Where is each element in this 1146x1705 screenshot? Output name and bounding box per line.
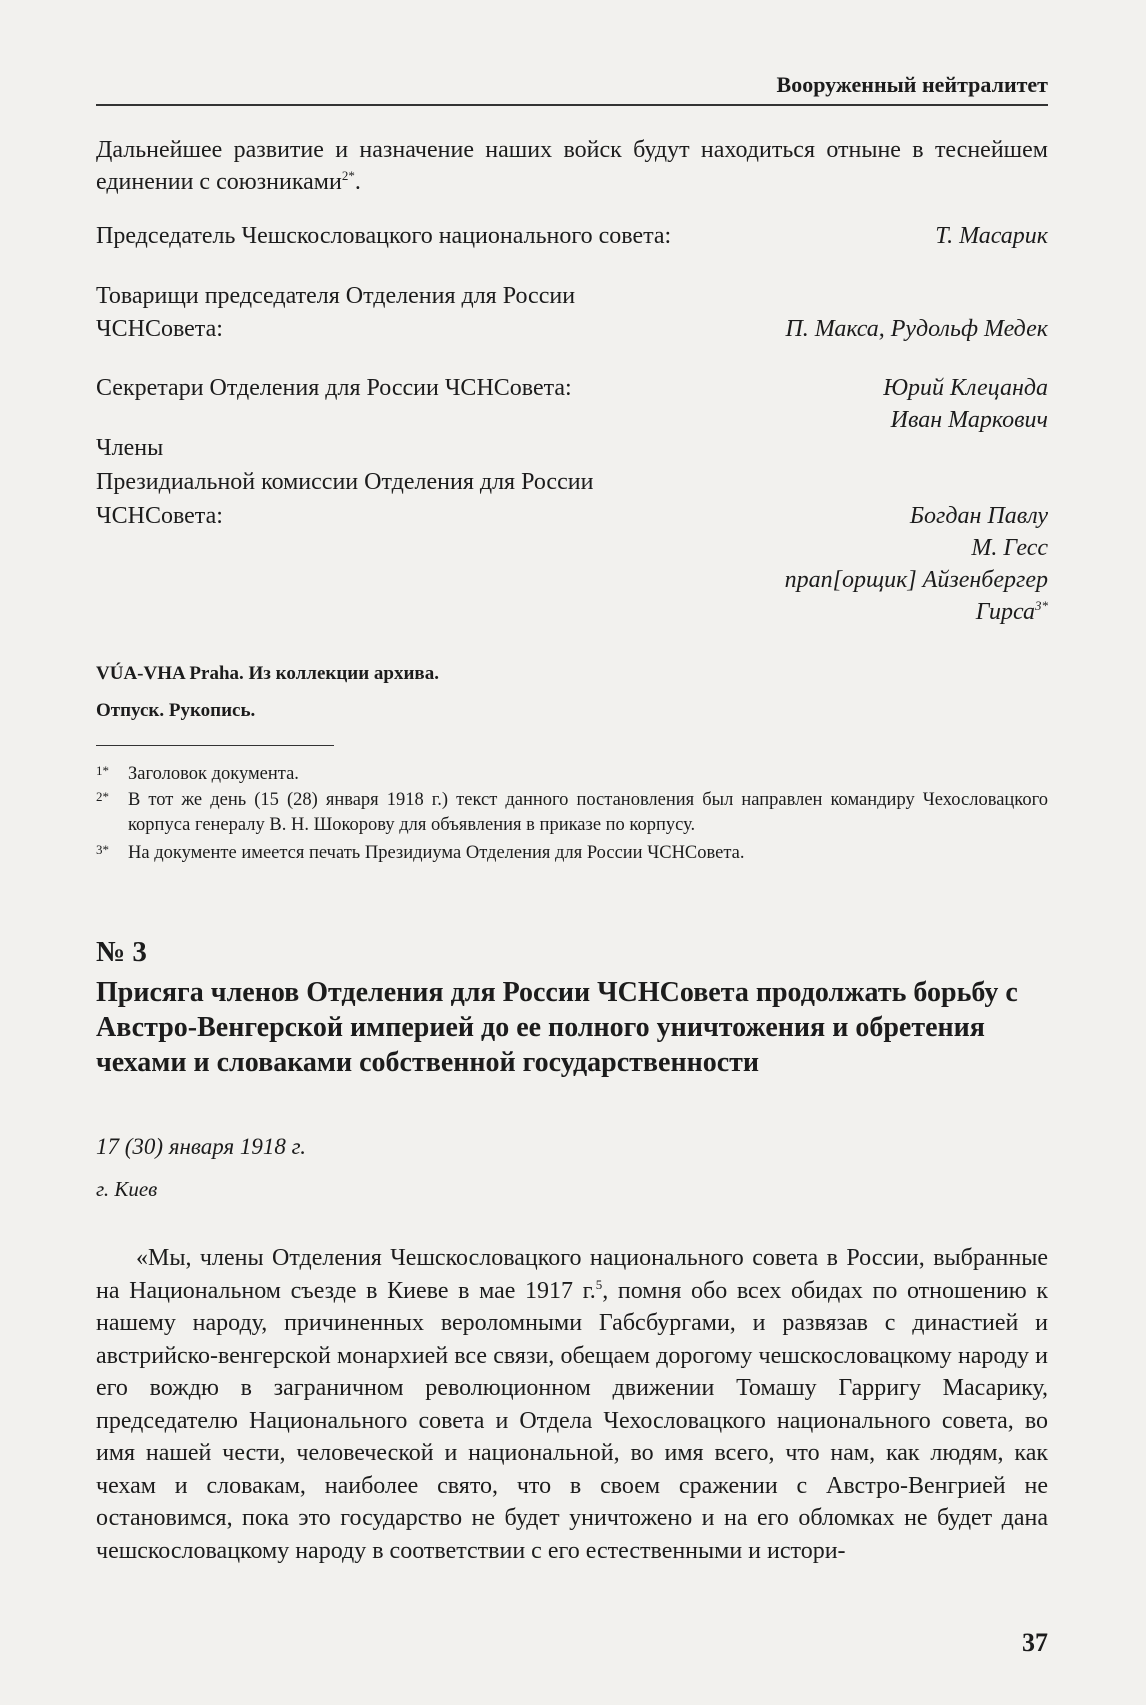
- footnote-2-text: В тот же день (15 (28) января 1918 г.) текст данного постановления был направлен командиру Чехословацкого корпуса генералу В. Н. Шокорову для объявления в приказе по корпусу.: [128, 790, 1048, 835]
- member-name-4-row: [96, 596, 1048, 628]
- footnote-3-mark: 3*: [96, 842, 109, 857]
- members-label-line3: ЧСНСовета:: [96, 503, 223, 529]
- archive-source: VÚA-VHA Praha. Из коллекции архива.: [96, 663, 439, 684]
- oath-text: [96, 1242, 1048, 1567]
- document-date: 17 (30) января 1918 г.: [96, 1134, 307, 1159]
- intro-tail: .: [354, 169, 361, 195]
- footnote-divider: [96, 745, 334, 746]
- secretary-name-2: Иван Маркович: [890, 407, 1048, 433]
- intro-note-ref[interactable]: 2*: [341, 168, 355, 183]
- archive-source-type: Отпуск. Рукопись.: [96, 700, 256, 721]
- intro-paragraph: [96, 134, 1048, 198]
- document-title: Присяга членов Отделения для России ЧСНСовета продолжать борьбу с Австро-Венгерской империей до ее полного уничтожения и обретения чехами и словаками собственной государственности: [96, 977, 1018, 1078]
- secretary-name-1: Юрий Клецанда: [883, 375, 1048, 401]
- page-number: 37: [1022, 1628, 1048, 1657]
- document-number: № 3: [96, 936, 147, 968]
- member-name-3: прап[орщик] Айзенбергер: [784, 567, 1048, 593]
- member-name-1: Богдан Павлу: [909, 503, 1048, 529]
- members-label-line2: Президиальной комиссии Отделения для России: [96, 469, 594, 495]
- footnote-3-text: На документе имеется печать Президиума Отделения для России ЧСНСовета.: [128, 843, 745, 863]
- footnote-1-mark: 1*: [96, 763, 109, 778]
- oath-text-b: , помня обо всех обидах по отношению к нашему народу, причиненных вероломными Габсбургами, и развязав с династией и австрийско-венгерской монархией все связи, обещаем дорогому чешскословацкому народу и его вождю в заграничном революционном движении Томашу Гарригу Масарику, председателю Национального совета и Отдела Чехословацкого национального совета, во имя нашей чести, человеческой и национальной, во имя всего, что нам, как людям, как чехам и словакам, наиболее свято, что в своем сражении с Австро-Венгрией не остановимся, пока это государство не будет уничтожено и на его обломках не будет дана чешскословацкому народу в соответствии с его естественными и истори-: [96, 1277, 1049, 1564]
- member-name-4-note[interactable]: 3*: [1035, 598, 1048, 613]
- footnote-2-mark: 2*: [96, 789, 109, 804]
- running-head: Вооруженный нейтралитет: [96, 72, 1048, 106]
- oath-text-a: «Мы, члены Отделения Чешскословацкого национального совета в России, выбранные на Национальном съезде в Киеве в мае 1917 г.: [96, 1245, 1048, 1304]
- oath-note-ref[interactable]: 5: [595, 1276, 603, 1292]
- deputies-label-line2: ЧСНСовета:: [96, 316, 223, 342]
- member-name-2: М. Гесс: [971, 535, 1048, 561]
- secretaries-label: Секретари Отделения для России ЧСНСовета:: [96, 375, 572, 401]
- members-label-line1: Члены: [96, 435, 164, 461]
- deputies-label-line1: Товарищи председателя Отделения для России: [96, 283, 576, 309]
- member-name-4: Гирса: [975, 599, 1035, 625]
- intro-text: Дальнейшее развитие и назначение наших войск будут находиться отныне в теснейшем единении с союзниками: [96, 137, 1048, 195]
- document-place: г. Киев: [96, 1177, 158, 1201]
- chairman-label: Председатель Чешскословацкого национального совета:: [96, 223, 672, 249]
- footnote-1-text: Заголовок документа.: [128, 764, 299, 784]
- deputies-names: П. Макса, Рудольф Медек: [785, 316, 1048, 342]
- chairman-name: Т. Масарик: [935, 223, 1048, 249]
